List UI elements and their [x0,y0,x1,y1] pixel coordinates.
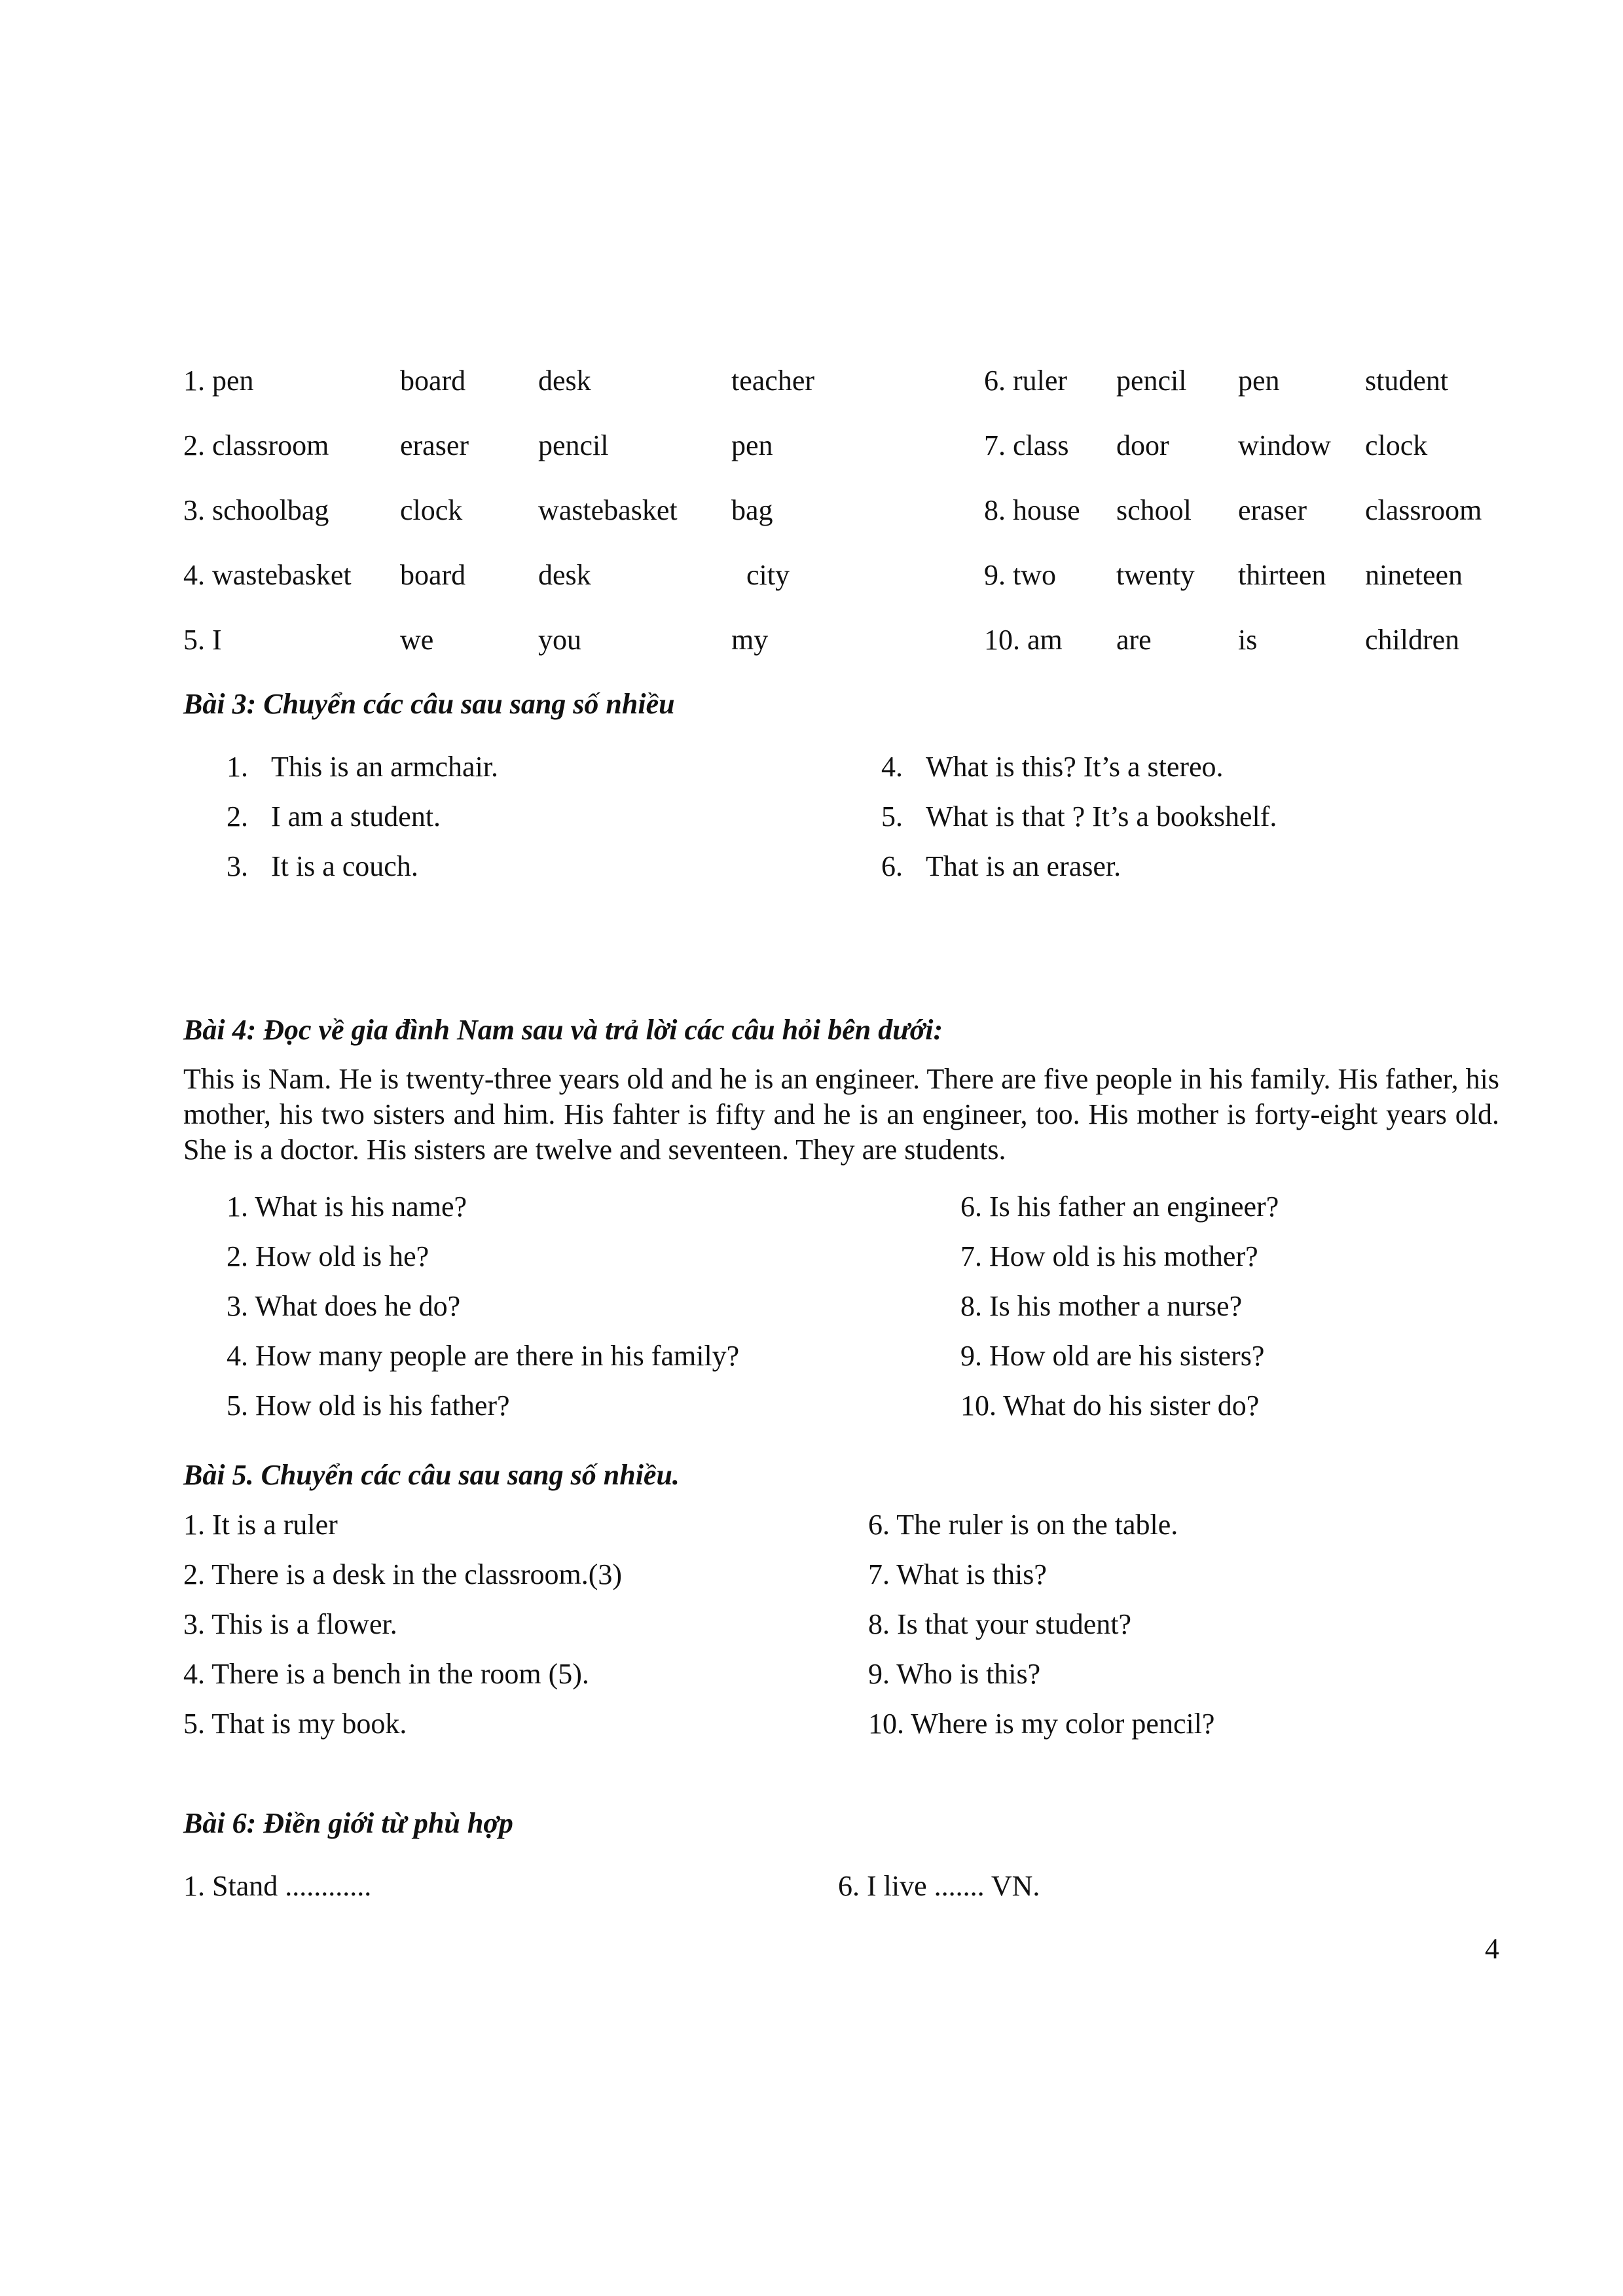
section-heading-bai4: Bài 4: Đọc về gia đình Nam sau và trả lời các câu hỏi bên dưới: [183,1014,943,1046]
word-cell: pencil [1116,365,1187,397]
list-item: 10. Where is my color pencil? [868,1708,1215,1740]
list-item: 7. How old is his mother? [960,1240,1258,1272]
word-cell: clock [1365,429,1428,461]
list-item: 3. What does he do? [227,1290,461,1322]
list-item [881,850,1121,884]
word-cell: door [1116,429,1169,461]
item-number: 6. [881,850,903,882]
item-number: 5. [881,800,903,833]
word-cell: 5. I [183,624,222,656]
list-item: 1. What is his name? [227,1191,467,1223]
list-item: 1. Stand ............ [183,1870,372,1902]
word-cell: school [1116,494,1192,526]
word-cell: pen [731,429,773,461]
list-item: 8. Is his mother a nurse? [960,1290,1243,1322]
list-item [227,850,418,884]
word-cell: student [1365,365,1449,397]
list-item: 6. Is his father an engineer? [960,1191,1279,1223]
item-text: It is a couch. [271,850,418,882]
word-cell: eraser [1238,494,1307,526]
list-item: 7. What is this? [868,1558,1047,1590]
word-cell: are [1116,624,1152,656]
list-item: 4. How many people are there in his family? [227,1340,740,1372]
section-heading-bai5: Bài 5. Chuyển các câu sau sang số nhiều. [183,1459,680,1491]
word-cell: thirteen [1238,559,1326,591]
list-item: 1. It is a ruler [183,1509,338,1541]
list-item: 9. How old are his sisters? [960,1340,1265,1372]
word-cell: classroom [1365,494,1482,526]
list-item: 4. There is a bench in the room (5). [183,1658,589,1690]
list-item: 3. This is a flower. [183,1608,397,1640]
item-text: This is an armchair. [271,751,499,783]
item-number: 3. [227,850,248,882]
item-text: What is this? It’s a stereo. [926,751,1224,783]
list-item [881,800,1277,834]
word-cell: wastebasket [538,494,678,526]
word-cell: 1. pen [183,365,254,397]
list-item: 6. I live ....... VN. [838,1870,1040,1902]
word-cell: we [400,624,434,656]
list-item: 6. The ruler is on the table. [868,1509,1178,1541]
item-text: That is an eraser. [926,850,1122,882]
word-cell: 8. house [984,494,1080,526]
word-cell: desk [538,365,591,397]
word-cell: children [1365,624,1460,656]
word-cell: bag [731,494,773,526]
word-cell: teacher [731,365,814,397]
word-cell: board [400,365,466,397]
word-cell: window [1238,429,1331,461]
list-item: 10. What do his sister do? [960,1390,1260,1422]
word-cell: nineteen [1365,559,1463,591]
item-number: 1. [227,751,248,783]
section-heading-bai3: Bài 3: Chuyển các câu sau sang số nhiều [183,688,675,720]
list-item: 5. That is my book. [183,1708,407,1740]
word-cell: pencil [538,429,609,461]
word-cell: clock [400,494,463,526]
list-item [227,800,441,834]
item-text: What is that ? It’s a bookshelf. [926,800,1277,833]
word-cell: you [538,624,581,656]
word-cell: board [400,559,466,591]
word-cell: desk [538,559,591,591]
word-cell: 10. am [984,624,1063,656]
word-cell: 7. class [984,429,1069,461]
word-cell: pen [1238,365,1280,397]
word-cell: is [1238,624,1258,656]
list-item: 2. There is a desk in the classroom.(3) [183,1558,623,1590]
list-item: 8. Is that your student? [868,1608,1132,1640]
word-cell: twenty [1116,559,1195,591]
list-item: 9. Who is this? [868,1658,1041,1690]
word-cell: 6. ruler [984,365,1068,397]
list-item [881,750,1224,785]
page-number: 4 [1485,1933,1499,1965]
word-cell: 3. schoolbag [183,494,329,526]
list-item: 2. How old is he? [227,1240,429,1272]
section-heading-bai6: Bài 6: Điền giới từ phù hợp [183,1807,513,1839]
item-number: 4. [881,751,903,783]
word-cell: city [746,559,790,591]
list-item: 5. How old is his father? [227,1390,510,1422]
word-cell: my [731,624,769,656]
word-cell: 4. wastebasket [183,559,352,591]
item-text: I am a student. [271,800,441,833]
reading-paragraph: This is Nam. He is twenty-three years old and he is an engineer. There are five people in his family. His father, his mother, his two sisters and him. His fahter is fifty and he is an engineer, too. His mother is forty-eight years old. She is a doctor. His sisters are twelve and seventeen. They are students. [183,1063,1499,1166]
list-item [227,750,498,785]
word-cell: 9. two [984,559,1056,591]
word-cell: 2. classroom [183,429,329,461]
word-cell: eraser [400,429,469,461]
item-number: 2. [227,800,248,833]
